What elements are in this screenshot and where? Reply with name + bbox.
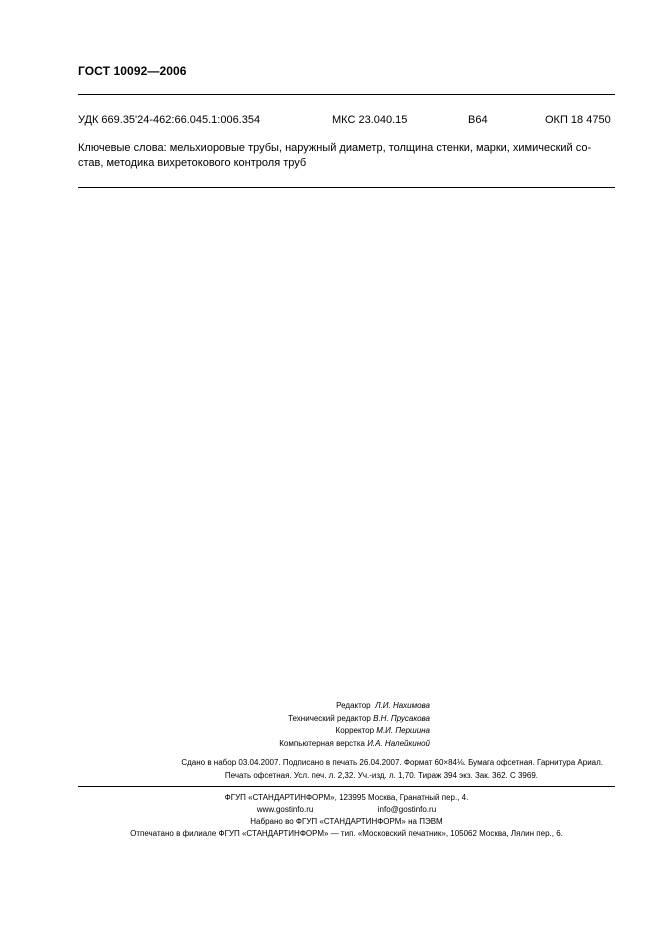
standard-number: ГОСТ 10092—2006 — [78, 64, 187, 78]
top-divider — [78, 94, 615, 95]
tech-editor-line — [200, 713, 430, 726]
corrector-label: Корректор — [335, 726, 375, 735]
web-contacts — [78, 804, 615, 816]
website-link[interactable]: www.gostinfo.ru — [256, 805, 314, 814]
publication-line-1: Сдано в набор 03.04.2007. Подписано в печать 26.04.2007. Формат 60×84⅛. Бумага офсетная. Гарнитура Ариал. — [181, 758, 603, 767]
footer-block — [78, 792, 615, 840]
okp-code: ОКП 18 4750 — [545, 114, 611, 126]
footer-divider — [78, 786, 615, 787]
keywords-divider — [78, 187, 615, 188]
tech-editor-name: В.Н. Прусакова — [373, 713, 430, 723]
tech-editor-label: Технический редактор — [288, 713, 371, 723]
keywords-line-1: Ключевые слова: мельхиоровые трубы, наружный диаметр, толщина стенки, марки, химический со- — [78, 142, 592, 154]
printed-note: Отпечатано в филиале ФГУП «СТАНДАРТИНФОРМ» — тип. «Московский печатник», 105062 Москва, Лялин пер., 6. — [130, 829, 563, 838]
layout-name: И.А. Налейкиной — [367, 738, 430, 748]
editor-label: Редактор — [336, 701, 371, 710]
publication-line-2: Печать офсетная. Усл. печ. л. 2,32. Уч.-изд. л. 1,70. Тираж 394 экз. Зак. 362. С 3969. — [224, 771, 538, 780]
editor-name: Л.И. Нахимова — [375, 701, 430, 710]
publisher-address: ФГУП «СТАНДАРТИНФОРМ», 123995 Москва, Гранатный пер., 4. — [224, 793, 469, 802]
group-code: В64 — [468, 114, 488, 126]
corrector-name: М.И. Першина — [376, 726, 430, 735]
udk-code: УДК 669.35'24-462:66.045.1:006.354 — [78, 114, 261, 126]
email-link[interactable]: info@gostinfo.ru — [377, 805, 437, 814]
editor-line — [200, 700, 430, 713]
typeset-note: Набрано во ФГУП «СТАНДАРТИНФОРМ» на ПЭВМ — [250, 817, 443, 826]
layout-line — [200, 738, 430, 751]
keywords-line-2: став, методика вихретокового контроля труб — [78, 157, 307, 169]
keywords — [78, 141, 608, 171]
mks-code: МКС 23.040.15 — [332, 114, 408, 126]
layout-label: Компьютерная верстка — [279, 738, 365, 748]
corrector-line — [200, 725, 430, 738]
credits-block — [200, 700, 430, 750]
